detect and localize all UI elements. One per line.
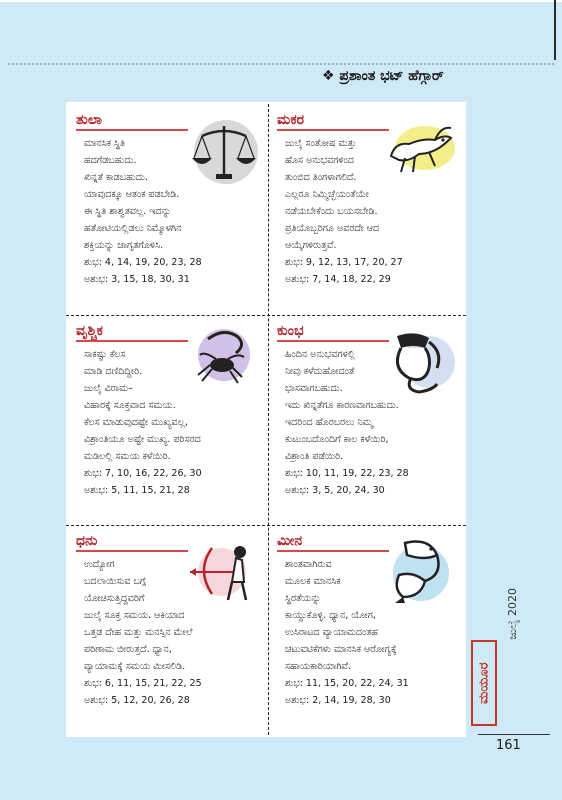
text-line: ಮಡಿಲಲ್ಲಿ ಸಮಯ ಕಳೆಯಿರಿ.	[84, 450, 171, 462]
unlucky-days: ಅಶುಭ: 3, 5, 20, 24, 30	[285, 484, 385, 496]
row-divider	[66, 315, 466, 316]
text-line: ಖಿನ್ನತೆ ಕಾಡಬಹುದು.	[84, 171, 148, 183]
sign-title: ವೃಶ್ಚಿಕ	[76, 323, 103, 339]
text-line: ಇದು ಖಿನ್ನತೆಗೂ ಕಾರಣವಾಗಬಹುದು.	[285, 399, 399, 411]
pisces-fish-icon	[385, 535, 457, 605]
capricorn-goat-icon	[385, 118, 457, 178]
author-byline: ❖ ಪ್ರಶಾಂತ ಭಟ್ ಹೆಗ್ಗಾರ್	[322, 68, 444, 84]
text-line: ಚಟುವಟಿಕೆಗಳು ಮಾನಸಿಕ ಆರೋಗ್ಯಕ್ಕೆ	[285, 643, 397, 655]
text-line: ಪರಿಣಾಮ ಬೀರುತ್ತದೆ. ಧ್ಯಾನ,	[84, 643, 172, 655]
text-line: ಮಾಡಿ ದಣಿದಿದ್ದೀರಿ.	[84, 365, 143, 377]
text-line: ಹೊಸ ಅನುಭವಗಳಿಂದ	[285, 154, 354, 166]
unlucky-days: ಅಶುಭ: 3, 15, 18, 30, 31	[84, 273, 190, 285]
title-underline	[277, 340, 389, 342]
text-line: ವಿಹಾರಕ್ಕೆ ಸೂಕ್ತವಾದ ಸಮಯ.	[84, 399, 176, 411]
column-divider	[268, 104, 269, 735]
text-line: ಭಾಸವಾಗಬಹುದು.	[285, 382, 343, 394]
text-line: ಇದರಿಂದ ಹೊರಬರಲು ನಿಮ್ಮ	[285, 416, 374, 428]
text-line: ಕುಟುಂಬದೊಂದಿಗೆ ಕಾಲ ಕಳೆಯಿರಿ,	[285, 433, 389, 445]
text-line: ಆಯ್ಕೆಗಳಿರುತ್ತವೆ.	[285, 239, 337, 251]
unlucky-days: ಅಶುಭ: 7, 14, 18, 22, 29	[285, 273, 391, 285]
text-line: ಸ್ಥಿರತೆಯನ್ನು	[285, 592, 321, 604]
dotted-divider	[8, 63, 554, 65]
text-line: ಜುಲೈ ಸೂಕ್ತ ಸಮಯ. ಆಕಿಯಾದ	[84, 609, 185, 621]
text-line: ಸಹಾಯಕಾರಿಯಾಗಿವೆ.	[285, 660, 352, 672]
top-border	[0, 0, 562, 2]
unlucky-days: ಅಶುಭ: 2, 14, 19, 28, 30	[285, 694, 391, 706]
sign-title: ಮೀನ	[277, 533, 303, 549]
text-line: ಹದಗೆಡಬಹುದು.	[84, 154, 137, 166]
text-line: ಶಕ್ತಿಯನ್ನು ಜಾಗೃತಗೊಳಿಸಿ.	[84, 239, 164, 251]
title-underline	[76, 550, 188, 552]
text-line: ಹಿಂದಿನ ಅನುಭವಗಳಲ್ಲಿ	[285, 348, 355, 360]
sign-title: ಮಕರ	[277, 112, 305, 128]
title-underline	[277, 550, 389, 552]
row-divider	[66, 525, 466, 526]
unlucky-days: ಅಶುಭ: 5, 11, 15, 21, 28	[84, 484, 190, 496]
text-line: ವಿಶ್ರಾಂತಿಯೂ ಅಷ್ಟೇ ಮುಖ್ಯ. ಪರಿಸರದ	[84, 433, 201, 445]
page-number-rule	[478, 734, 550, 735]
text-line: ಕಾಯ್ದುಕೊಳ್ಳಿ. ಧ್ಯಾನ, ಯೋಗ,	[285, 609, 376, 621]
text-line: ಮೂಲಕ ಮಾನಸಿಕ	[285, 575, 341, 587]
text-line: ಜುಲೈ ಸಂತೋಷ ಮತ್ತು	[285, 137, 357, 149]
title-underline	[277, 129, 389, 131]
title-underline	[76, 340, 188, 342]
text-line: ಒತ್ತಡ ದೇಹ ಮತ್ತು ಮನಸ್ಸಿನ ಮೇಲೆ	[84, 626, 193, 638]
unlucky-days: ಅಶುಭ: 5, 12, 20, 26, 28	[84, 694, 190, 706]
text-line: ಯೋಚಿಸುತ್ತಿದ್ದವರಿಗೆ	[84, 592, 145, 604]
corner-rule	[554, 0, 556, 60]
text-line: ನೀವು ಕಳೆದುಹೋದಂತೆ	[285, 365, 355, 377]
magazine-logo: ಮಯೂರ	[471, 640, 497, 726]
sign-title: ಧನು	[76, 533, 98, 549]
archer-icon	[188, 538, 262, 604]
issue-date: ಜುಲೈ 2020	[506, 588, 519, 640]
kumbha-water-pot-icon	[385, 328, 457, 394]
text-line: ಉಸಿರಾಟದ ವ್ಯಾಯಾಮದಂತಹ	[285, 626, 378, 638]
title-underline	[76, 129, 188, 131]
lucky-days: ಶುಭ: 7, 10, 16, 22, 26, 30	[84, 467, 202, 479]
text-line: ತುಂಬಿದ ತಿಂಗಳಾಗಲಿದೆ.	[285, 171, 357, 183]
text-line: ಯಾವುದಕ್ಕೂ ಆತಂಕ ಪಡಬೇಡಿ.	[84, 188, 180, 200]
lucky-days: ಶುಭ: 11, 15, 20, 22, 24, 31	[285, 677, 409, 689]
text-line: ಎಲ್ಲರೂ ನಿಮ್ಮಿಚ್ಛೆಯಂತೆಯೇ	[285, 188, 369, 200]
text-line: ವಿಶ್ರಾಂತಿ ಪಡೆಯಿರಿ.	[285, 450, 344, 462]
text-line: ಉದ್ಯೋಗ	[84, 558, 115, 570]
text-line: ಜುಲೈ ವಿರಾಮ–	[84, 382, 133, 394]
text-line: ಶಾಂತವಾಗಿರುವ	[285, 558, 332, 570]
text-line: ಬದಲಾಯಿಸುವ ಬಗ್ಗೆ	[84, 575, 146, 587]
text-line: ಈ ಸ್ಥಿತಿ ಶಾಶ್ವತವಲ್ಲ. ಇದನ್ನು	[84, 205, 172, 217]
text-line: ವ್ಯಾಯಾಮಕ್ಕೆ ಸಮಯ ಮೀಸಲಿಡಿ.	[84, 660, 186, 672]
page-number: 161	[496, 738, 521, 753]
lucky-days: ಶುಭ: 4, 14, 19, 20, 23, 28	[84, 256, 202, 268]
text-line: ಸಾಕಷ್ಟು ಕೆಲಸ	[84, 348, 126, 360]
text-line: ಕೆಲಸ ಮಾಡುವುದಷ್ಟೇ ಮುಖ್ಯವಲ್ಲ,	[84, 416, 188, 428]
text-line: ಮಾನಸಿಕ ಸ್ಥಿತಿ	[84, 137, 126, 149]
text-line: ನಡೆಯಬೇಕೆಂದು ಬಯಸಬೇಡಿ.	[285, 205, 378, 217]
scorpion-icon	[188, 325, 258, 389]
sign-title: ಕುಂಭ	[277, 323, 304, 339]
lucky-days: ಶುಭ: 6, 11, 15, 21, 22, 25	[84, 677, 202, 689]
libra-scales-icon	[188, 118, 260, 188]
text-line: ಪ್ರತಿಯೊಬ್ಬರಿಗೂ ಅವರದೇ ಆದ	[285, 222, 380, 234]
lucky-days: ಶುಭ: 10, 11, 19, 22, 23, 28	[285, 467, 409, 479]
lucky-days: ಶುಭ: 9, 12, 13, 17, 20, 27	[285, 256, 403, 268]
sign-title: ತುಲಾ	[76, 112, 102, 128]
text-line: ಹತೋಟಿಯಲ್ಲಿಡಲು ನಿಮ್ಮೊಳಗಿನ	[84, 222, 182, 234]
